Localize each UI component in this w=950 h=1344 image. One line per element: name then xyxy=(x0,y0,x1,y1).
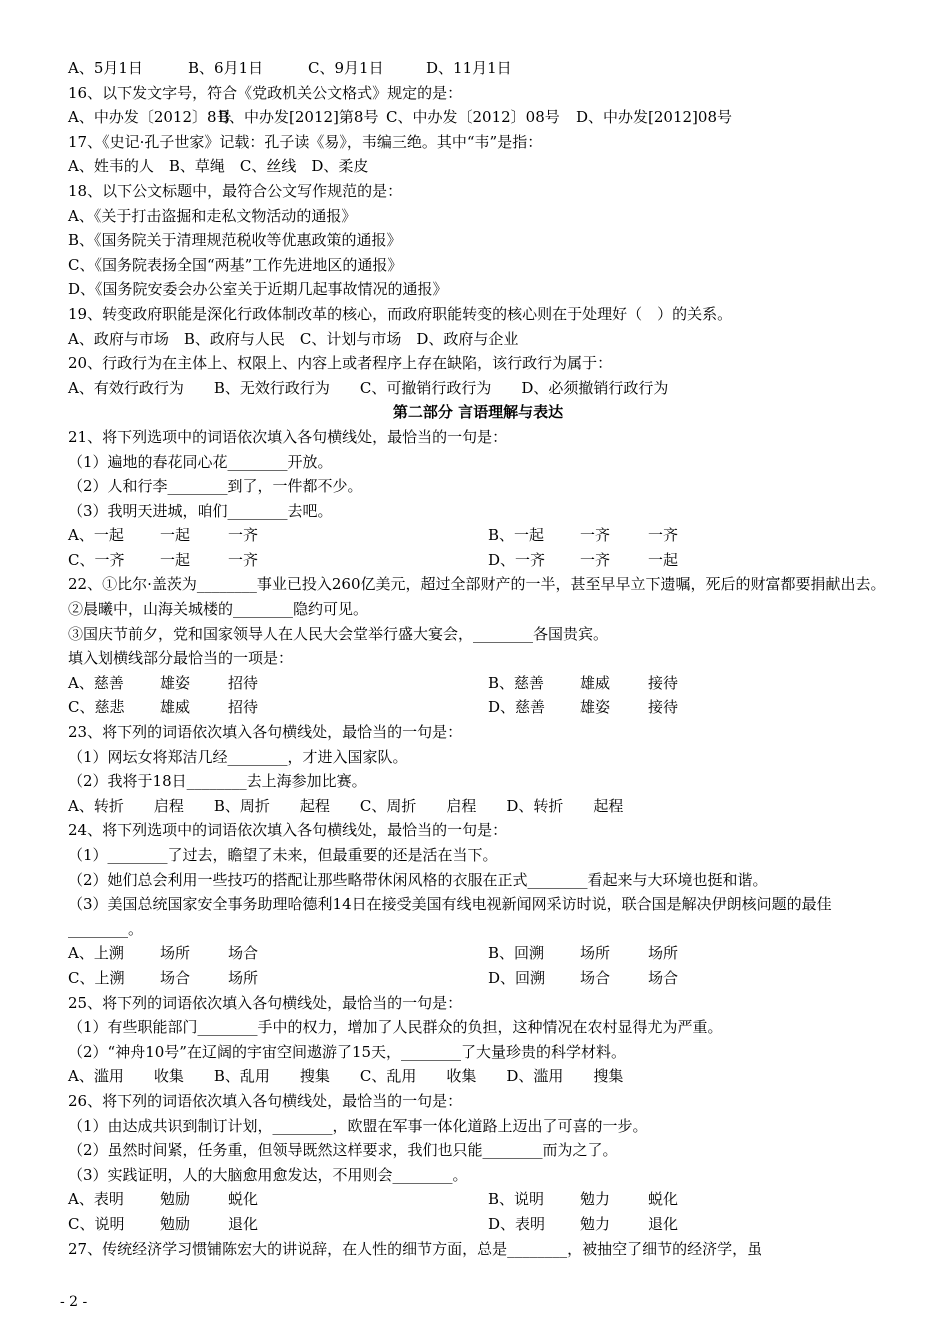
section-title: 第二部分 言语理解与表达 xyxy=(392,403,564,422)
text-line: A、《关于打击盗掘和走私文物活动的通报》 xyxy=(68,206,357,225)
option-word: 接待 xyxy=(648,673,679,692)
text-line: （3）我明天进城，咱们________去吧。 xyxy=(68,501,333,520)
text-line: B、《国务院关于清理规范税收等优惠政策的通报》 xyxy=(68,231,402,250)
option-pair-row xyxy=(68,548,888,573)
option-right xyxy=(488,966,908,991)
option-item: D、中办发[2012]08号 xyxy=(576,108,732,127)
option-word: 一起 xyxy=(160,526,191,545)
text-line: 26、将下列的词语依次填入各句横线处，最恰当的一句是： xyxy=(68,1091,463,1110)
option-left xyxy=(68,966,488,991)
text-line: 17、《史记·孔子世家》记载：孔子读《易》，韦编三绝。其中“韦”是指： xyxy=(68,132,543,151)
option-word: A、一起 xyxy=(68,526,124,545)
text-line: 填入划横线部分最恰当的一项是： xyxy=(68,649,294,668)
option-left xyxy=(68,548,488,573)
option-left xyxy=(68,941,488,966)
text-line: A、有效行政行为 B、无效行政行为 C、可撤销行政行为 D、必须撤销行政行为 xyxy=(68,378,669,397)
text-paragraph: 22、①比尔·盖茨为________事业已投入260亿美元，超过全部财产的一半，甚至早早立下遗嘱，死后的财富都要捐献出去。 xyxy=(68,575,886,594)
option-word: C、一齐 xyxy=(68,550,125,569)
text-line: 16、以下发文字号，符合《党政机关公文格式》规定的是： xyxy=(68,83,463,102)
option-word: 勉励 xyxy=(160,1190,191,1209)
text-line: 20、行政行为在主体上、权限上、内容上或者程序上存在缺陷，该行政行为属于： xyxy=(68,354,613,373)
option-word: A、表明 xyxy=(68,1190,124,1209)
option-word: D、一齐 xyxy=(488,550,546,569)
option-right xyxy=(488,671,908,696)
option-right xyxy=(488,941,908,966)
text-line: ②晨曦中，山海关城楼的________隐约可见。 xyxy=(68,600,369,619)
option-word: C、说明 xyxy=(68,1214,125,1233)
text-line: （2）“神舟10号”在辽阔的宇宙空间遨游了15天，________了大量珍贵的科学材料。 xyxy=(68,1042,627,1061)
text-line: （1）由达成共识到制订计划，________，欧盟在军事一体化道路上迈出了可喜的一步。 xyxy=(68,1116,648,1135)
option-item: C、9月1日 xyxy=(308,59,384,77)
option-word: 退化 xyxy=(648,1214,679,1233)
text-line: 23、将下列的词语依次填入各句横线处，最恰当的一句是： xyxy=(68,723,463,742)
option-item: A、5月1日 xyxy=(68,59,143,77)
option-left xyxy=(68,695,488,720)
option-word: 一齐 xyxy=(580,526,611,545)
text-line: 19、转变政府职能是深化行政体制改革的核心，而政府职能转变的核心则在于处理好（ ）的关系。 xyxy=(68,304,733,323)
option-word: D、慈善 xyxy=(488,698,546,717)
document-page xyxy=(68,56,888,1261)
option-word: 场所 xyxy=(580,944,611,963)
option-word: C、上溯 xyxy=(68,968,125,987)
option-item: C、中办发〔2012〕08号 xyxy=(386,108,560,127)
text-line: （2）她们总会利用一些技巧的搭配让那些略带休闲风格的衣服在正式________看起来与大环境也挺和谐。 xyxy=(68,870,768,889)
text-line: 18、以下公文标题中，最符合公文写作规范的是： xyxy=(68,181,403,200)
text-line: （1）网坛女将郑洁几经________，才进入国家队。 xyxy=(68,747,408,766)
option-item: D、11月1日 xyxy=(426,59,512,77)
option-pair-row xyxy=(68,1187,888,1212)
option-word: B、回溯 xyxy=(488,944,545,963)
option-right xyxy=(488,1187,908,1212)
option-word: 勉力 xyxy=(580,1190,611,1209)
option-word: 场所 xyxy=(228,968,259,987)
option-word: 雄威 xyxy=(580,673,611,692)
option-word: 一齐 xyxy=(228,526,259,545)
text-line: 24、将下列选项中的词语依次填入各句横线处，最恰当的一句是： xyxy=(68,821,508,840)
text-line: （1）有些职能部门________手中的权力，增加了人民群众的负担，这种情况在农村显得尤为严重。 xyxy=(68,1018,723,1037)
text-line: （2）人和行李________到了，一件都不少。 xyxy=(68,477,363,496)
text-line: 25、将下列的词语依次填入各句横线处，最恰当的一句是： xyxy=(68,993,463,1012)
option-word: 一齐 xyxy=(228,550,259,569)
option-word: B、一起 xyxy=(488,526,545,545)
option-word: 一起 xyxy=(160,550,191,569)
option-word: 勉力 xyxy=(580,1214,611,1233)
option-pair-row xyxy=(68,941,888,966)
option-word: 场合 xyxy=(160,968,191,987)
text-line: A、转折 启程 B、周折 起程 C、周折 启程 D、转折 起程 xyxy=(68,796,624,815)
option-word: 场合 xyxy=(648,968,679,987)
option-word: 场所 xyxy=(160,944,191,963)
option-row xyxy=(68,105,888,130)
option-left xyxy=(68,523,488,548)
text-line: 27、传统经济学习惯铺陈宏大的讲说辞，在人性的细节方面，总是________，被抽空了细节的经济学，虽 xyxy=(68,1239,763,1258)
text-line: （3）实践证明，人的大脑愈用愈发达，不用则会________。 xyxy=(68,1165,468,1184)
option-right xyxy=(488,695,908,720)
option-word: 雄姿 xyxy=(580,698,611,717)
option-word: D、回溯 xyxy=(488,968,546,987)
text-line: （1）遍地的春花同心花________开放。 xyxy=(68,452,333,471)
option-pair-row xyxy=(68,966,888,991)
text-line: 21、将下列选项中的词语依次填入各句横线处，最恰当的一句是： xyxy=(68,427,508,446)
option-right xyxy=(488,1212,908,1237)
option-pair-row xyxy=(68,1212,888,1237)
option-item: A、中办发〔2012〕8号 xyxy=(68,108,232,127)
option-word: 场合 xyxy=(228,944,259,963)
text-line: A、姓韦的人 B、草绳 C、丝线 D、柔皮 xyxy=(68,157,369,176)
option-pair-row xyxy=(68,523,888,548)
option-word: 一起 xyxy=(648,550,679,569)
option-row xyxy=(68,56,888,81)
option-word: D、表明 xyxy=(488,1214,546,1233)
option-word: C、慈悲 xyxy=(68,698,125,717)
option-word: B、慈善 xyxy=(488,673,545,692)
option-word: 场合 xyxy=(580,968,611,987)
option-pair-row xyxy=(68,671,888,696)
option-right xyxy=(488,523,908,548)
option-item: B、6月1日 xyxy=(188,59,264,77)
option-item: B、中办发[2012]第8号 xyxy=(218,108,379,127)
option-left xyxy=(68,671,488,696)
option-word: A、上溯 xyxy=(68,944,124,963)
option-pair-row xyxy=(68,695,888,720)
option-right xyxy=(488,548,908,573)
option-word: 招待 xyxy=(228,673,259,692)
option-word: 雄姿 xyxy=(160,673,191,692)
option-word: 场所 xyxy=(648,944,679,963)
text-line: C、《国务院表扬全国“两基”工作先进地区的通报》 xyxy=(68,255,403,274)
option-word: 一齐 xyxy=(648,526,679,545)
option-word: 蜕化 xyxy=(228,1190,259,1209)
text-line: A、政府与市场 B、政府与人民 C、计划与市场 D、政府与企业 xyxy=(68,329,519,348)
text-line: （2）虽然时间紧，任务重，但领导既然这样要求，我们也只能________而为之了。 xyxy=(68,1141,618,1160)
text-line: D、《国务院安委会办公室关于近期几起事故情况的通报》 xyxy=(68,280,448,299)
text-paragraph: （3）美国总统国家安全事务助理哈德利14日在接受美国有线电视新闻网采访时说，联合国是解决伊朗核问题的最佳________。 xyxy=(68,895,832,938)
option-left xyxy=(68,1187,488,1212)
text-line: （2）我将于18日________去上海参加比赛。 xyxy=(68,772,367,791)
option-word: B、说明 xyxy=(488,1190,545,1209)
option-word: 蜕化 xyxy=(648,1190,679,1209)
option-word: A、慈善 xyxy=(68,673,124,692)
page-number: - 2 - xyxy=(60,1294,88,1310)
option-word: 一齐 xyxy=(580,550,611,569)
option-word: 勉励 xyxy=(160,1214,191,1233)
option-word: 雄威 xyxy=(160,698,191,717)
option-left xyxy=(68,1212,488,1237)
text-line: A、滥用 收集 B、乱用 搜集 C、乱用 收集 D、滥用 搜集 xyxy=(68,1067,624,1086)
option-word: 接待 xyxy=(648,698,679,717)
text-line: （1）________了过去，瞻望了未来，但最重要的还是活在当下。 xyxy=(68,846,498,864)
option-word: 招待 xyxy=(228,698,259,717)
text-line: ③国庆节前夕，党和国家领导人在人民大会堂举行盛大宴会，________各国贵宾。 xyxy=(68,624,609,643)
option-word: 退化 xyxy=(228,1214,259,1233)
